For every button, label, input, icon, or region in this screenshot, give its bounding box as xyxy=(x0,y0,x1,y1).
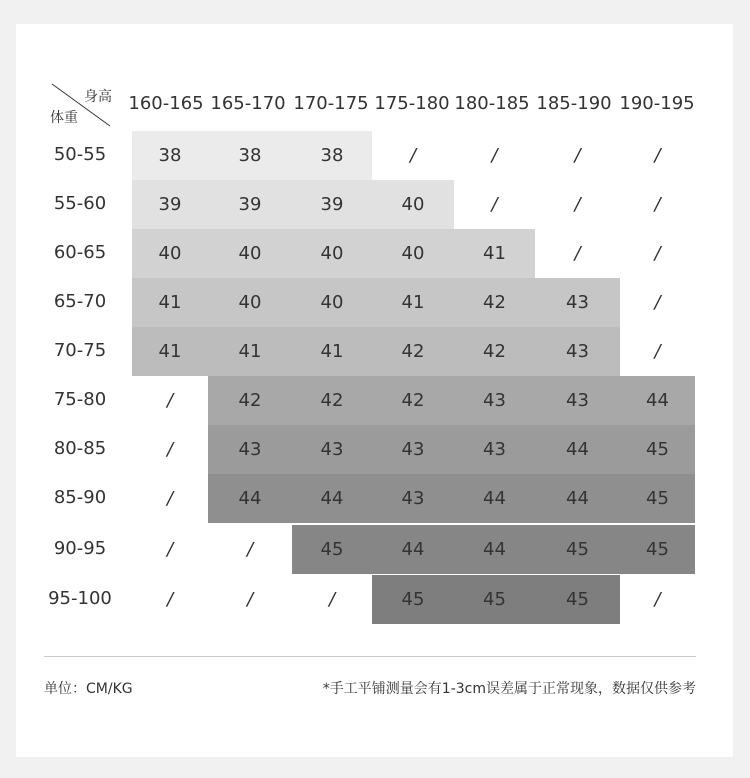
column-header: 165-170 xyxy=(210,93,286,114)
size-cell: 43 xyxy=(372,474,454,523)
size-cell: 44 xyxy=(535,425,620,474)
weight-axis-label: 体重 xyxy=(50,110,78,126)
size-cell: 45 xyxy=(620,425,695,474)
size-cell: / xyxy=(654,341,661,362)
row-header: 85-90 xyxy=(53,487,107,508)
column-header: 180-185 xyxy=(454,93,530,114)
row-header: 70-75 xyxy=(53,340,107,361)
size-cell: 43 xyxy=(454,425,535,474)
column-header: 190-195 xyxy=(619,93,695,114)
size-cell: 41 xyxy=(132,278,208,327)
size-cell: 45 xyxy=(372,575,454,624)
row-header: 95-100 xyxy=(48,588,112,609)
size-cell: 43 xyxy=(292,425,372,474)
size-cell: 45 xyxy=(620,474,695,523)
size-cell: 41 xyxy=(292,327,372,376)
size-cell: 44 xyxy=(454,474,535,523)
size-cell: / xyxy=(166,589,174,610)
column-header: 175-180 xyxy=(374,93,450,114)
size-cell: 43 xyxy=(535,376,620,425)
size-cell: 44 xyxy=(372,525,454,574)
size-cell: 42 xyxy=(372,376,454,425)
size-cell: 38 xyxy=(132,131,208,180)
size-cell: 41 xyxy=(132,327,208,376)
size-cell: 44 xyxy=(292,474,372,523)
size-cell: / xyxy=(654,292,661,313)
size-cell: / xyxy=(246,539,254,560)
size-cell: 40 xyxy=(208,229,292,278)
size-cell: / xyxy=(491,194,498,215)
size-cell: 43 xyxy=(208,425,292,474)
column-header: 160-165 xyxy=(128,93,204,114)
size-cell: 41 xyxy=(372,278,454,327)
size-cell: 40 xyxy=(372,229,454,278)
size-cell: 40 xyxy=(132,229,208,278)
size-cell: 42 xyxy=(208,376,292,425)
size-cell: 42 xyxy=(454,278,535,327)
size-cell: / xyxy=(328,589,336,610)
row-header: 60-65 xyxy=(53,242,107,263)
column-header: 170-175 xyxy=(293,93,369,114)
row-header: 50-55 xyxy=(53,144,107,165)
size-cell: 39 xyxy=(132,180,208,229)
size-cell: 42 xyxy=(454,327,535,376)
size-cell: / xyxy=(574,243,581,264)
size-cell: / xyxy=(166,390,174,411)
size-cell: 45 xyxy=(620,525,695,574)
size-cell: 44 xyxy=(454,525,535,574)
size-cell: / xyxy=(166,488,174,509)
size-cell: 44 xyxy=(535,474,620,523)
size-cell: / xyxy=(166,539,174,560)
size-cell: 40 xyxy=(292,229,372,278)
size-cell: 40 xyxy=(292,278,372,327)
size-cell: 43 xyxy=(372,425,454,474)
size-cell: 44 xyxy=(208,474,292,523)
size-cell: 38 xyxy=(292,131,372,180)
height-axis-label: 身高 xyxy=(84,89,112,105)
size-cell: 41 xyxy=(454,229,535,278)
size-cell: / xyxy=(166,439,174,460)
row-header: 55-60 xyxy=(53,193,107,214)
unit-label: 单位：CM/KG xyxy=(44,681,133,697)
row-header: 90-95 xyxy=(53,538,107,559)
size-cell: / xyxy=(574,145,581,166)
table-corner-header xyxy=(50,82,112,128)
size-cell: / xyxy=(491,145,498,166)
size-cell: / xyxy=(654,589,661,610)
size-cell: 42 xyxy=(292,376,372,425)
size-cell: 45 xyxy=(535,525,620,574)
size-cell: 43 xyxy=(535,278,620,327)
size-cell: 45 xyxy=(292,525,372,574)
size-cell: / xyxy=(654,145,661,166)
measurement-note: *手工平铺测量会有1-3cm误差属于正常现象，数据仅供参考 xyxy=(322,681,696,697)
size-cell: 44 xyxy=(620,376,695,425)
footer-divider xyxy=(44,656,696,657)
size-cell: 39 xyxy=(208,180,292,229)
size-cell: / xyxy=(654,243,661,264)
size-cell: / xyxy=(574,194,581,215)
row-header: 65-70 xyxy=(53,291,107,312)
size-cell: 45 xyxy=(535,575,620,624)
size-cell: 41 xyxy=(208,327,292,376)
size-cell: / xyxy=(246,589,254,610)
size-cell: 45 xyxy=(454,575,535,624)
size-cell: 40 xyxy=(372,180,454,229)
column-header: 185-190 xyxy=(536,93,612,114)
size-cell: / xyxy=(409,145,417,166)
size-cell: 42 xyxy=(372,327,454,376)
size-cell: 38 xyxy=(208,131,292,180)
row-header: 80-85 xyxy=(53,438,107,459)
size-cell: 43 xyxy=(535,327,620,376)
row-header: 75-80 xyxy=(53,389,107,410)
size-cell: 43 xyxy=(454,376,535,425)
size-cell: / xyxy=(654,194,661,215)
size-cell: 40 xyxy=(208,278,292,327)
size-cell: 39 xyxy=(292,180,372,229)
